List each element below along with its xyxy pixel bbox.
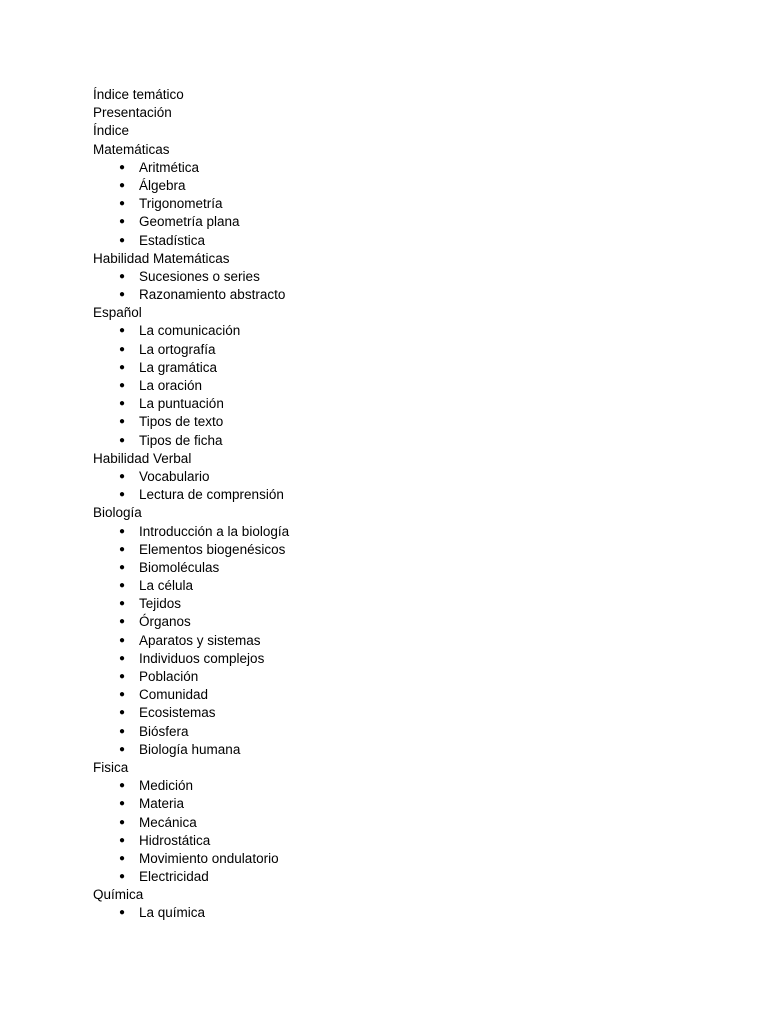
list-item bbox=[93, 341, 713, 359]
bullet-icon: ● bbox=[118, 434, 126, 446]
bullet-icon: ● bbox=[118, 671, 126, 682]
bullet-icon: ● bbox=[118, 907, 126, 919]
list-item-label: Movimiento ondulatorio bbox=[139, 850, 279, 866]
list-item-label: Biología humana bbox=[139, 741, 241, 757]
section-title: Habilidad Matemáticas bbox=[93, 250, 230, 266]
bullet-icon: ● bbox=[118, 852, 126, 864]
list-item bbox=[93, 268, 713, 286]
list-item-label: Estadística bbox=[139, 232, 206, 248]
list-item bbox=[93, 377, 713, 395]
bullet-icon: ● bbox=[118, 198, 126, 210]
list-item bbox=[93, 523, 713, 541]
bullet-list bbox=[93, 268, 713, 304]
bullet-icon: ● bbox=[118, 380, 126, 391]
bullet-icon: ● bbox=[118, 707, 126, 719]
list-item bbox=[93, 468, 713, 486]
list-item bbox=[93, 286, 713, 304]
list-item-label: La oración bbox=[139, 378, 203, 393]
list-item bbox=[93, 723, 713, 741]
bullet-list bbox=[93, 322, 713, 449]
list-item-label: Biomoléculas bbox=[139, 559, 220, 575]
list-item bbox=[93, 177, 713, 195]
list-item bbox=[93, 159, 713, 177]
list-item-label: Introducción a la biología bbox=[139, 523, 290, 539]
bullet-icon: ● bbox=[118, 816, 126, 828]
bullet-list bbox=[93, 904, 713, 922]
list-item bbox=[93, 777, 713, 795]
list-item bbox=[93, 195, 713, 213]
list-item bbox=[93, 814, 713, 832]
bullet-icon: ● bbox=[118, 525, 126, 537]
list-item-label: Materia bbox=[139, 796, 185, 812]
bullet-icon: ● bbox=[118, 634, 126, 646]
list-item-label: Álgebra bbox=[139, 177, 186, 193]
list-item bbox=[93, 559, 713, 577]
bullet-icon: ● bbox=[118, 598, 126, 610]
list-item bbox=[93, 613, 713, 631]
list-item-label: La célula bbox=[139, 578, 194, 594]
list-item bbox=[93, 650, 713, 668]
list-item bbox=[93, 850, 713, 868]
list-item-label: Elementos biogenésicos bbox=[139, 541, 286, 557]
list-item-label: Biósfera bbox=[139, 723, 189, 739]
list-item bbox=[93, 904, 713, 922]
list-item-label: Sucesiones o series bbox=[139, 268, 260, 284]
list-item bbox=[93, 686, 713, 704]
bullet-icon: ● bbox=[118, 161, 126, 173]
list-item-label: Ecosistemas bbox=[139, 705, 216, 721]
list-item-label: La comunicación bbox=[139, 323, 241, 339]
list-item-label: Electricidad bbox=[139, 869, 209, 885]
sections-container bbox=[93, 141, 713, 923]
section-title: Español bbox=[93, 305, 142, 321]
bullet-list bbox=[93, 777, 713, 886]
list-item bbox=[93, 413, 713, 431]
list-item bbox=[93, 832, 713, 850]
section-title: Fisica bbox=[93, 759, 129, 775]
list-item-label: Lectura de comprensión bbox=[139, 487, 284, 503]
bullet-icon: ● bbox=[118, 834, 126, 846]
list-item-label: Trigonometría bbox=[139, 196, 223, 212]
document-body bbox=[93, 86, 713, 923]
list-item bbox=[93, 486, 713, 504]
list-item-label: Geometría plana bbox=[139, 214, 240, 230]
list-item bbox=[93, 795, 713, 813]
list-item bbox=[93, 632, 713, 650]
list-item-label: Mecánica bbox=[139, 814, 197, 830]
list-item-label: Tejidos bbox=[139, 596, 182, 612]
bullet-icon: ● bbox=[118, 561, 126, 573]
list-item-label: Vocabulario bbox=[139, 468, 210, 484]
list-item-label: La química bbox=[139, 905, 206, 921]
list-item-label: Razonamiento abstracto bbox=[139, 287, 286, 303]
list-item-label: Comunidad bbox=[139, 687, 209, 703]
list-item bbox=[93, 541, 713, 559]
section-title: Habilidad Verbal bbox=[93, 450, 192, 466]
bullet-icon: ● bbox=[118, 343, 126, 355]
list-item-label: Hidrostática bbox=[139, 832, 211, 848]
list-item-label: Aritmética bbox=[139, 159, 200, 175]
bullet-icon: ● bbox=[118, 216, 126, 228]
index-line: Índice bbox=[93, 123, 130, 139]
bullet-icon: ● bbox=[118, 361, 126, 373]
list-item bbox=[93, 213, 713, 231]
list-item-label: La ortografía bbox=[139, 341, 216, 357]
bullet-icon: ● bbox=[118, 689, 126, 701]
list-item-label: Individuos complejos bbox=[139, 650, 265, 666]
list-item bbox=[93, 704, 713, 722]
list-item-label: La gramática bbox=[139, 359, 218, 375]
list-item bbox=[93, 741, 713, 759]
bullet-icon: ● bbox=[118, 179, 126, 191]
bullet-icon: ● bbox=[118, 725, 126, 737]
list-item bbox=[93, 668, 713, 686]
presentation-line: Presentación bbox=[93, 105, 172, 121]
bullet-list bbox=[93, 468, 713, 504]
list-item-label: Población bbox=[139, 669, 199, 684]
list-item bbox=[93, 322, 713, 340]
list-item-label: La puntuación bbox=[139, 396, 224, 412]
bullet-list bbox=[93, 523, 713, 759]
list-item-label: Medición bbox=[139, 778, 194, 794]
bullet-icon: ● bbox=[118, 489, 126, 501]
bullet-icon: ● bbox=[118, 798, 126, 810]
list-item bbox=[93, 577, 713, 595]
bullet-icon: ● bbox=[118, 580, 126, 592]
bullet-icon: ● bbox=[118, 325, 126, 337]
list-item bbox=[93, 395, 713, 413]
bullet-icon: ● bbox=[118, 780, 126, 792]
list-item bbox=[93, 359, 713, 377]
bullet-icon: ● bbox=[118, 871, 126, 883]
list-item-label: Tipos de ficha bbox=[139, 432, 223, 448]
bullet-icon: ● bbox=[118, 652, 126, 664]
bullet-icon: ● bbox=[118, 289, 126, 301]
bullet-icon: ● bbox=[118, 743, 126, 755]
list-item-label: Órganos bbox=[139, 614, 191, 630]
section-title: Química bbox=[93, 887, 144, 903]
list-item-label: Tipos de texto bbox=[139, 414, 224, 430]
list-item bbox=[93, 232, 713, 250]
bullet-icon: ● bbox=[118, 270, 126, 282]
bullet-icon: ● bbox=[118, 234, 126, 246]
list-item bbox=[93, 595, 713, 613]
bullet-list bbox=[93, 159, 713, 250]
list-item bbox=[93, 868, 713, 886]
bullet-icon: ● bbox=[118, 398, 126, 410]
bullet-icon: ● bbox=[118, 616, 126, 628]
bullet-icon: ● bbox=[118, 543, 126, 555]
list-item bbox=[93, 432, 713, 450]
section-title: Biología bbox=[93, 505, 142, 521]
bullet-icon: ● bbox=[118, 470, 126, 482]
doc-title: Índice temático bbox=[93, 87, 184, 102]
list-item-label: Aparatos y sistemas bbox=[139, 632, 261, 648]
section-title: Matemáticas bbox=[93, 141, 170, 157]
bullet-icon: ● bbox=[118, 416, 126, 428]
